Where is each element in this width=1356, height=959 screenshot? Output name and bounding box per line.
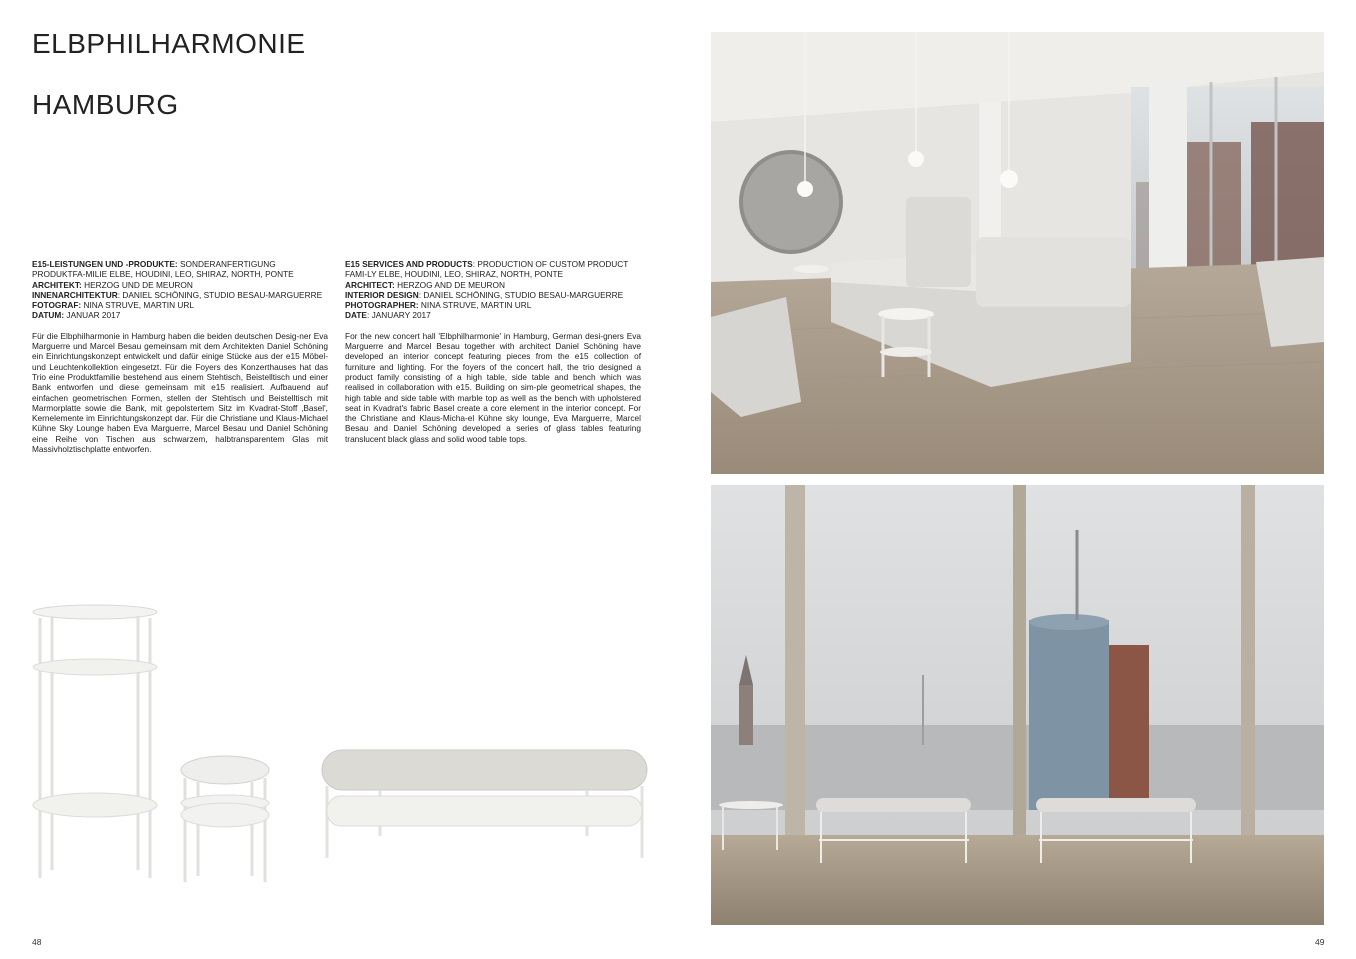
photographer-line-de — [32, 300, 328, 310]
interior-label-de: INNENARCHITEKTUR — [32, 289, 118, 300]
page-title: ELBPHILHARMONIE — [32, 28, 306, 59]
date-value-en: : JANUARY 2017 — [366, 310, 431, 321]
photographer-value-de: NINA STRUVE, MARTIN URL — [81, 300, 194, 311]
date-label-en: DATE — [345, 310, 367, 321]
lounge-photo-illustration — [711, 32, 1324, 474]
body-text-de: Für die Elbphilharmonie in Hamburg haben die beiden deutschen Desig-ner Eva Marguerre und Marcel Besau gemeinsam mit dem Architekten Daniel Schöning ein Einrichtungskonzept entwickelt und dafür einige Stücke aus der e15 Möbel- und Leuchtenkollektion eingesetzt. Für die Foyers des Konzerthauses hat das Trio eine Produktfamilie bestehend aus einem Stehtisch, Beistelltisch und einer Bank entworfen und diese gemeinsam mit e15 realisiert. Aufbauend auf einfachen geometrischen Formen, stellen der Stehtisch und Beistelltisch mit Marmorplatte sowie die Bank, mit gepolstertem Sitz im Kvadrat-Stoff ‚Basel', Kernelemente im Einrichtungskonzept dar. Für die Christiane und Klaus-Michael Kühne Sky Lounge haben Eva Marguerre, Marcel Besau und Daniel Schöning eine Reihe von Tischen aus schwarzem, halbtransparentem Glas mit Massivholztischplatte entworfen. — [32, 330, 328, 455]
services-line-de — [32, 259, 328, 280]
architect-value-en: HERZOG AND DE MEURON — [394, 279, 505, 290]
date-line-en — [345, 310, 641, 320]
photographer-label-en: PHOTOGRAPHER: — [345, 300, 419, 311]
architect-line-en — [345, 280, 641, 290]
german-text-column — [32, 259, 328, 454]
high-table-icon — [33, 605, 157, 878]
interior-value-en: : DANIEL SCHÖNING, STUDIO BESAU-MARGUERRE — [418, 289, 624, 300]
lounge-photo — [711, 32, 1324, 474]
services-label-de: E15-LEISTUNGEN UND -PRODUKTE: — [32, 259, 178, 269]
architect-value-de: HERZOG UND DE MEURON — [81, 279, 193, 290]
date-value-de: JANUAR 2017 — [64, 310, 121, 321]
services-value-de: SONDERANFERTIGUNG PRODUKTFA-MILIE ELBE, HOUDINI, LEO, SHIRAZ, NORTH, PONTE — [32, 259, 294, 280]
english-text-column — [345, 259, 641, 444]
side-table-icon — [181, 756, 269, 882]
body-text-en: For the new concert hall 'Elbphilharmonie' in Hamburg, German desi-gners Eva Marguerre and Marcel Besau together with architect Daniel Schöning have developed an interior concept featuring pieces from the e15 collection of furniture and lighting. For the foyers of the concert hall, the trio designed a product family consisting of a high table, side table and bench which was realised in collaboration with e15. Building on sim-ple geometrical shapes, the high table and side table with marble top as well as the bench with upholstered seat in Kvadrat's fabric Basel create a core element in the interior concept. For the Christiane and Klaus-Micha-el Kühne sky lounge, Eva Marguerre, Marcel Besau and Daniel Schöning developed a series of glass tables featuring translucent black glass and solid wood table tops. — [345, 330, 641, 444]
product-family-illustration — [30, 600, 650, 890]
photographer-line-en — [345, 300, 641, 310]
services-line-en — [345, 259, 641, 280]
services-label-en: E15 SERVICES AND PRODUCTS — [345, 259, 473, 269]
date-line-de — [32, 310, 328, 320]
architect-line-de — [32, 280, 328, 290]
foyer-photo-illustration — [711, 485, 1324, 925]
page-number-right: 49 — [1315, 937, 1325, 947]
photographer-value-en: NINA STRUVE, MARTIN URL — [418, 300, 532, 311]
interior-label-en: INTERIOR DESIGN — [345, 289, 419, 300]
page-number-left: 48 — [32, 937, 42, 947]
architect-label-de: ARCHITEKT: — [32, 279, 82, 290]
product-family-drawing — [30, 600, 650, 890]
foyer-window-photo — [711, 485, 1324, 925]
photographer-label-de: FOTOGRAF: — [32, 300, 82, 311]
interior-value-de: : DANIEL SCHÖNING, STUDIO BESAU-MARGUERRE — [117, 289, 323, 300]
interior-line-de — [32, 290, 328, 300]
bench-icon — [322, 750, 647, 858]
interior-line-en — [345, 290, 641, 300]
page-subtitle-city: HAMBURG — [32, 89, 179, 120]
services-value-en: : PRODUCTION OF CUSTOM PRODUCT FAMI-LY ELBE, HOUDINI, LEO, SHIRAZ, NORTH, PONTE — [345, 259, 629, 280]
date-label-de: DATUM: — [32, 310, 65, 321]
architect-label-en: ARCHITECT: — [345, 279, 395, 290]
